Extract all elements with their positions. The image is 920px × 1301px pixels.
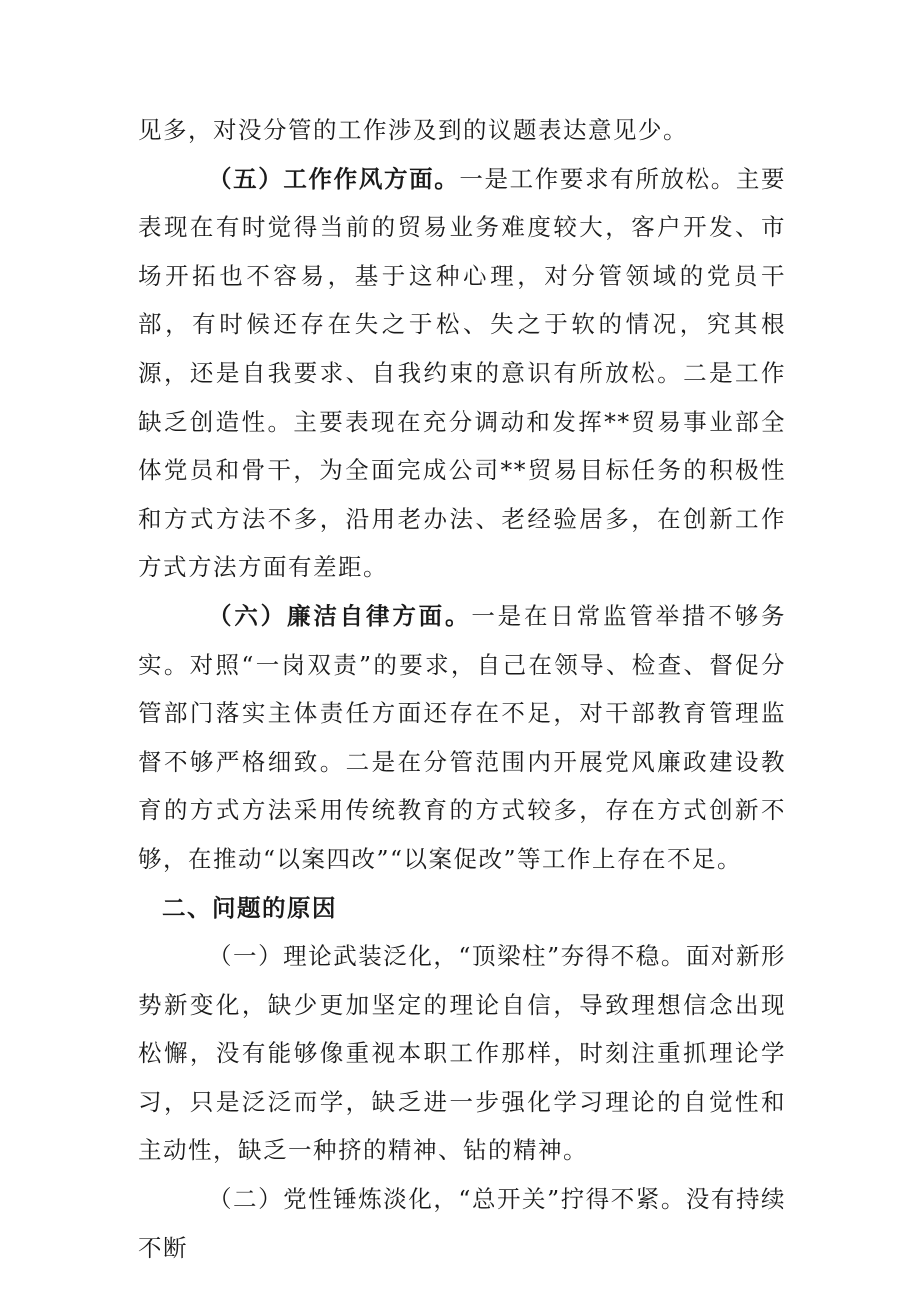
paragraph-reason-2: （二）党性锤炼淡化，“总开关”拧得不紧。没有持续不断 [138,1185,786,1262]
paragraph-body: 一是工作要求有所放松。主要表现在有时觉得当前的贸易业务难度较大，客户开发、市场开拓也不容易，基于这种心理，对分管领域的党员干部，有时候还存在失之于松、失之于软的情况，究其根源，还是自我要求、自我约束的意识有所放松。二是工作缺乏创造性。主要表现在充分调动和发挥**贸易事业部全体党员和骨干，为全面完成公司**贸易目标任务的积极性和方式方法不多，沿用老办法、老经验居多，在创新工作方式方法方面有差距。 [138,164,787,582]
paragraph-integrity [138,592,786,884]
paragraph-continuation [138,106,786,155]
paragraph-body: 一是在日常监管举措不够务实。对照“一岗双责”的要求，自己在领导、检查、督促分管部门落实主体责任方面还存在不足，对干部教育管理监督不够严格细致。二是在分管范围内开展党风廉政建设教育的方式方法采用传统教育的方式较多，存在方式创新不够，在推动“以案四改”“以案促改”等工作上存在不足。 [138,601,787,873]
paragraph-lead: （五）工作作风方面。 [208,164,460,193]
paragraph-reason-1: （一）理论武装泛化，“顶梁柱”夯得不稳。面对新形势新变化，缺少更加坚定的理论自信，导致理想信念出现松懈，没有能够像重视本职工作那样，时刻注重抓理论学习，只是泛泛而学，缺乏进一步强化学习理论的自觉性和主动性，缺乏一种挤的精神、钻的精神。 [138,942,786,1165]
paragraph-lead: （六）廉洁自律方面。 [208,601,472,630]
paragraph-body: 见多，对没分管的工作涉及到的议题表达意见少。 [138,116,688,144]
section-heading: 二、问题的原因 [162,893,337,922]
paragraph-work-style [138,155,786,592]
document-body [138,106,786,1272]
